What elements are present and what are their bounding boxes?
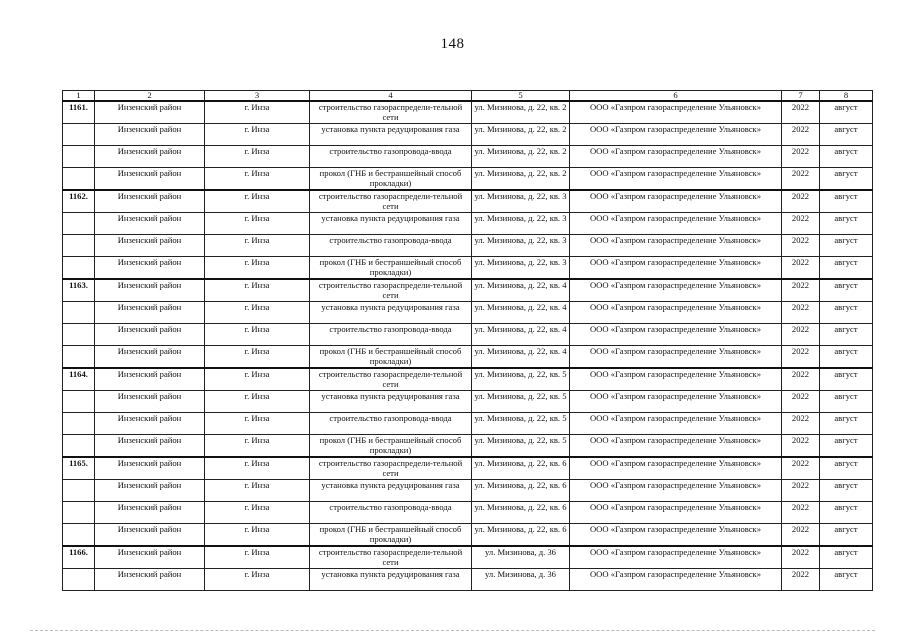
year-cell: 2022 (782, 101, 820, 124)
address-cell: ул. Мизинова, д. 22, кв. 4 (472, 279, 570, 302)
district-cell: Инзенский район (95, 368, 205, 391)
locality-cell: г. Инза (205, 480, 310, 502)
table-row (63, 524, 873, 547)
organization-cell: ООО «Газпром газораспределение Ульяновск» (570, 213, 782, 235)
organization-cell: ООО «Газпром газораспределение Ульяновск» (570, 324, 782, 346)
month-cell: август (820, 457, 873, 480)
table-row (63, 435, 873, 458)
district-cell: Инзенский район (95, 190, 205, 213)
locality-cell: г. Инза (205, 124, 310, 146)
table-row (63, 124, 873, 146)
row-number: 1166. (63, 546, 95, 569)
district-cell: Инзенский район (95, 546, 205, 569)
work-type-cell: установка пункта редуцирования газа (310, 213, 472, 235)
address-cell: ул. Мизинова, д. 22, кв. 4 (472, 324, 570, 346)
district-cell: Инзенский район (95, 346, 205, 369)
address-cell: ул. Мизинова, д. 22, кв. 6 (472, 502, 570, 524)
month-cell: август (820, 413, 873, 435)
month-cell: август (820, 257, 873, 280)
year-cell: 2022 (782, 569, 820, 591)
organization-cell: ООО «Газпром газораспределение Ульяновск» (570, 168, 782, 191)
locality-cell: г. Инза (205, 413, 310, 435)
district-cell: Инзенский район (95, 101, 205, 124)
column-header: 8 (820, 91, 873, 102)
organization-cell: ООО «Газпром газораспределение Ульяновск» (570, 346, 782, 369)
organization-cell: ООО «Газпром газораспределение Ульяновск» (570, 302, 782, 324)
column-header: 5 (472, 91, 570, 102)
column-header: 1 (63, 91, 95, 102)
locality-cell: г. Инза (205, 502, 310, 524)
locality-cell: г. Инза (205, 435, 310, 458)
district-cell: Инзенский район (95, 435, 205, 458)
year-cell: 2022 (782, 546, 820, 569)
month-cell: август (820, 190, 873, 213)
organization-cell: ООО «Газпром газораспределение Ульяновск» (570, 235, 782, 257)
year-cell: 2022 (782, 524, 820, 547)
row-number (63, 346, 95, 369)
work-type-cell: строительство газораспредели-тельной сети (310, 101, 472, 124)
work-type-cell: строительство газораспредели-тельной сети (310, 368, 472, 391)
month-cell: август (820, 569, 873, 591)
organization-cell: ООО «Газпром газораспределение Ульяновск» (570, 368, 782, 391)
table-row (63, 190, 873, 213)
district-cell: Инзенский район (95, 524, 205, 547)
table-row (63, 279, 873, 302)
locality-cell: г. Инза (205, 457, 310, 480)
year-cell: 2022 (782, 302, 820, 324)
organization-cell: ООО «Газпром газораспределение Ульяновск» (570, 413, 782, 435)
locality-cell: г. Инза (205, 190, 310, 213)
work-type-cell: строительство газораспредели-тельной сети (310, 190, 472, 213)
year-cell: 2022 (782, 368, 820, 391)
work-type-cell: установка пункта редуцирования газа (310, 124, 472, 146)
table-row (63, 502, 873, 524)
table-row (63, 146, 873, 168)
address-cell: ул. Мизинова, д. 22, кв. 3 (472, 213, 570, 235)
year-cell: 2022 (782, 457, 820, 480)
year-cell: 2022 (782, 279, 820, 302)
organization-cell: ООО «Газпром газораспределение Ульяновск» (570, 146, 782, 168)
month-cell: август (820, 235, 873, 257)
month-cell: август (820, 146, 873, 168)
table-row (63, 546, 873, 569)
row-number (63, 413, 95, 435)
work-type-cell: установка пункта редуцирования газа (310, 480, 472, 502)
locality-cell: г. Инза (205, 257, 310, 280)
district-cell: Инзенский район (95, 235, 205, 257)
organization-cell: ООО «Газпром газораспределение Ульяновск» (570, 480, 782, 502)
month-cell: август (820, 168, 873, 191)
table-row (63, 235, 873, 257)
district-cell: Инзенский район (95, 168, 205, 191)
month-cell: август (820, 435, 873, 458)
organization-cell: ООО «Газпром газораспределение Ульяновск» (570, 502, 782, 524)
year-cell: 2022 (782, 324, 820, 346)
work-type-cell: строительство газопровода-ввода (310, 235, 472, 257)
table-row (63, 569, 873, 591)
organization-cell: ООО «Газпром газораспределение Ульяновск» (570, 391, 782, 413)
address-cell: ул. Мизинова, д. 36 (472, 569, 570, 591)
row-number (63, 569, 95, 591)
locality-cell: г. Инза (205, 368, 310, 391)
locality-cell: г. Инза (205, 146, 310, 168)
work-type-cell: установка пункта редуцирования газа (310, 569, 472, 591)
locality-cell: г. Инза (205, 524, 310, 547)
row-number: 1164. (63, 368, 95, 391)
year-cell: 2022 (782, 480, 820, 502)
address-cell: ул. Мизинова, д. 22, кв. 6 (472, 524, 570, 547)
month-cell: август (820, 324, 873, 346)
month-cell: август (820, 502, 873, 524)
row-number: 1161. (63, 101, 95, 124)
locality-cell: г. Инза (205, 302, 310, 324)
year-cell: 2022 (782, 391, 820, 413)
organization-cell: ООО «Газпром газораспределение Ульяновск» (570, 457, 782, 480)
organization-cell: ООО «Газпром газораспределение Ульяновск» (570, 569, 782, 591)
address-cell: ул. Мизинова, д. 22, кв. 2 (472, 124, 570, 146)
table-row (63, 257, 873, 280)
scan-edge-divider (30, 630, 875, 632)
table-row (63, 457, 873, 480)
locality-cell: г. Инза (205, 569, 310, 591)
row-number (63, 324, 95, 346)
work-type-cell: прокол (ГНБ и бестраншейный способ прокладки) (310, 435, 472, 458)
table-row (63, 368, 873, 391)
work-type-cell: установка пункта редуцирования газа (310, 302, 472, 324)
work-type-cell: строительство газопровода-ввода (310, 146, 472, 168)
district-cell: Инзенский район (95, 302, 205, 324)
table-body (63, 101, 873, 591)
row-number (63, 302, 95, 324)
organization-cell: ООО «Газпром газораспределение Ульяновск» (570, 101, 782, 124)
row-number: 1163. (63, 279, 95, 302)
table-row (63, 302, 873, 324)
work-type-cell: строительство газопровода-ввода (310, 413, 472, 435)
organization-cell: ООО «Газпром газораспределение Ульяновск» (570, 524, 782, 547)
row-number (63, 480, 95, 502)
table-header (63, 91, 873, 102)
address-cell: ул. Мизинова, д. 22, кв. 2 (472, 168, 570, 191)
work-type-cell: строительство газораспредели-тельной сети (310, 546, 472, 569)
row-number (63, 168, 95, 191)
row-number (63, 502, 95, 524)
work-type-cell: прокол (ГНБ и бестраншейный способ прокладки) (310, 257, 472, 280)
work-type-cell: прокол (ГНБ и бестраншейный способ прокладки) (310, 346, 472, 369)
table-row (63, 480, 873, 502)
address-cell: ул. Мизинова, д. 22, кв. 5 (472, 368, 570, 391)
year-cell: 2022 (782, 124, 820, 146)
work-type-cell: строительство газопровода-ввода (310, 324, 472, 346)
month-cell: август (820, 480, 873, 502)
table-row (63, 413, 873, 435)
year-cell: 2022 (782, 190, 820, 213)
month-cell: август (820, 346, 873, 369)
register-table (62, 90, 873, 591)
year-cell: 2022 (782, 413, 820, 435)
table-row (63, 324, 873, 346)
address-cell: ул. Мизинова, д. 22, кв. 5 (472, 391, 570, 413)
address-cell: ул. Мизинова, д. 22, кв. 2 (472, 146, 570, 168)
address-cell: ул. Мизинова, д. 22, кв. 6 (472, 480, 570, 502)
table-row (63, 346, 873, 369)
row-number: 1162. (63, 190, 95, 213)
header-row (63, 91, 873, 102)
locality-cell: г. Инза (205, 391, 310, 413)
address-cell: ул. Мизинова, д. 22, кв. 3 (472, 190, 570, 213)
work-type-cell: прокол (ГНБ и бестраншейный способ прокладки) (310, 524, 472, 547)
locality-cell: г. Инза (205, 346, 310, 369)
district-cell: Инзенский район (95, 213, 205, 235)
locality-cell: г. Инза (205, 324, 310, 346)
column-header: 4 (310, 91, 472, 102)
address-cell: ул. Мизинова, д. 22, кв. 5 (472, 435, 570, 458)
year-cell: 2022 (782, 213, 820, 235)
address-cell: ул. Мизинова, д. 22, кв. 6 (472, 457, 570, 480)
district-cell: Инзенский район (95, 413, 205, 435)
organization-cell: ООО «Газпром газораспределение Ульяновск» (570, 279, 782, 302)
column-header: 6 (570, 91, 782, 102)
month-cell: август (820, 279, 873, 302)
month-cell: август (820, 213, 873, 235)
address-cell: ул. Мизинова, д. 22, кв. 3 (472, 235, 570, 257)
work-type-cell: прокол (ГНБ и бестраншейный способ прокладки) (310, 168, 472, 191)
year-cell: 2022 (782, 257, 820, 280)
row-number (63, 235, 95, 257)
year-cell: 2022 (782, 435, 820, 458)
district-cell: Инзенский район (95, 391, 205, 413)
month-cell: август (820, 524, 873, 547)
row-number (63, 124, 95, 146)
locality-cell: г. Инза (205, 213, 310, 235)
address-cell: ул. Мизинова, д. 22, кв. 4 (472, 346, 570, 369)
address-cell: ул. Мизинова, д. 22, кв. 2 (472, 101, 570, 124)
column-header: 3 (205, 91, 310, 102)
district-cell: Инзенский район (95, 257, 205, 280)
locality-cell: г. Инза (205, 235, 310, 257)
address-cell: ул. Мизинова, д. 22, кв. 4 (472, 302, 570, 324)
table-row (63, 391, 873, 413)
district-cell: Инзенский район (95, 124, 205, 146)
locality-cell: г. Инза (205, 546, 310, 569)
month-cell: август (820, 124, 873, 146)
table-row (63, 101, 873, 124)
district-cell: Инзенский район (95, 502, 205, 524)
address-cell: ул. Мизинова, д. 22, кв. 3 (472, 257, 570, 280)
locality-cell: г. Инза (205, 279, 310, 302)
row-number (63, 257, 95, 280)
month-cell: август (820, 546, 873, 569)
locality-cell: г. Инза (205, 101, 310, 124)
district-cell: Инзенский район (95, 324, 205, 346)
row-number (63, 146, 95, 168)
address-cell: ул. Мизинова, д. 22, кв. 5 (472, 413, 570, 435)
year-cell: 2022 (782, 235, 820, 257)
month-cell: август (820, 391, 873, 413)
district-cell: Инзенский район (95, 569, 205, 591)
district-cell: Инзенский район (95, 457, 205, 480)
row-number (63, 213, 95, 235)
year-cell: 2022 (782, 346, 820, 369)
district-cell: Инзенский район (95, 279, 205, 302)
district-cell: Инзенский район (95, 480, 205, 502)
organization-cell: ООО «Газпром газораспределение Ульяновск» (570, 546, 782, 569)
row-number (63, 391, 95, 413)
page-number: 148 (440, 36, 465, 52)
column-header: 7 (782, 91, 820, 102)
table-row (63, 168, 873, 191)
year-cell: 2022 (782, 168, 820, 191)
organization-cell: ООО «Газпром газораспределение Ульяновск» (570, 435, 782, 458)
row-number (63, 524, 95, 547)
table-row (63, 213, 873, 235)
year-cell: 2022 (782, 146, 820, 168)
work-type-cell: установка пункта редуцирования газа (310, 391, 472, 413)
work-type-cell: строительство газораспредели-тельной сети (310, 279, 472, 302)
column-header: 2 (95, 91, 205, 102)
year-cell: 2022 (782, 502, 820, 524)
month-cell: август (820, 101, 873, 124)
month-cell: август (820, 368, 873, 391)
organization-cell: ООО «Газпром газораспределение Ульяновск» (570, 257, 782, 280)
organization-cell: ООО «Газпром газораспределение Ульяновск» (570, 190, 782, 213)
month-cell: август (820, 302, 873, 324)
row-number: 1165. (63, 457, 95, 480)
address-cell: ул. Мизинова, д. 36 (472, 546, 570, 569)
work-type-cell: строительство газопровода-ввода (310, 502, 472, 524)
district-cell: Инзенский район (95, 146, 205, 168)
locality-cell: г. Инза (205, 168, 310, 191)
row-number (63, 435, 95, 458)
work-type-cell: строительство газораспредели-тельной сети (310, 457, 472, 480)
organization-cell: ООО «Газпром газораспределение Ульяновск» (570, 124, 782, 146)
